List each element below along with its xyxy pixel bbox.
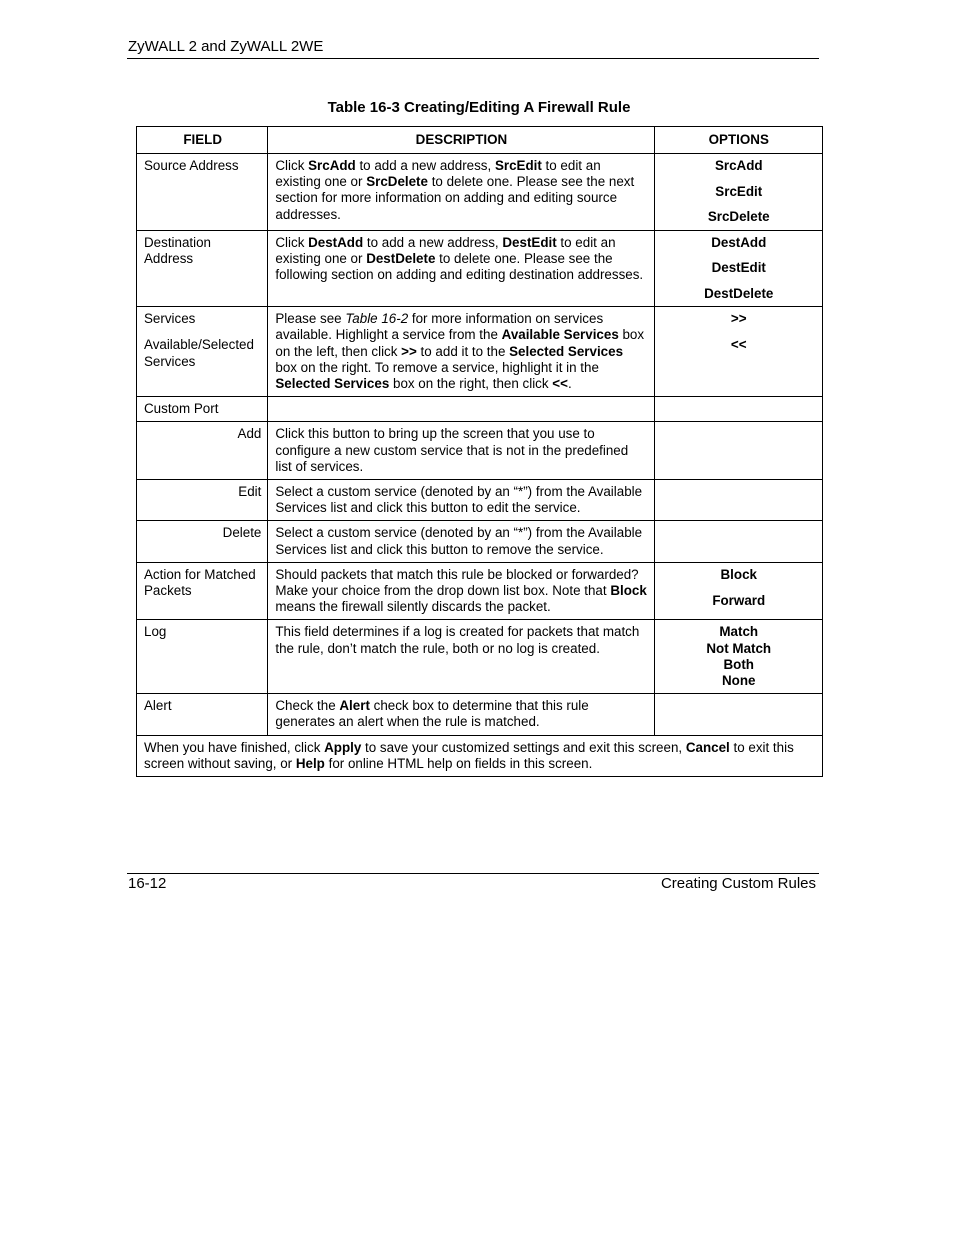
option-value: None	[722, 673, 756, 689]
table-row	[137, 620, 823, 694]
options-cell	[654, 694, 823, 735]
text-run: to add a new address,	[355, 158, 495, 173]
field-cell	[137, 694, 268, 735]
text-run: Available Services	[501, 327, 619, 343]
table-footnote	[137, 735, 823, 776]
text-run: When you have finished, click	[144, 739, 325, 755]
text-run: DestDelete	[366, 250, 436, 266]
text-run: check box to determine that this rule generates an alert when the rule is matched.	[275, 698, 589, 730]
options-cell	[654, 480, 823, 521]
page-number: 16-12	[128, 875, 167, 892]
options-cell	[654, 521, 823, 562]
field-label: Destination Address	[144, 234, 211, 266]
text-run: Table 16-2	[345, 311, 409, 327]
option-value: DestEdit	[711, 260, 766, 276]
field-cell	[137, 480, 268, 521]
text-run: Click	[275, 158, 309, 173]
option-value: <<	[730, 336, 747, 352]
text-run: to delete one. Please see the following section on adding and editing destination addresses.	[275, 250, 644, 283]
text-run: DestAdd	[308, 234, 364, 250]
field-label: Add	[237, 426, 262, 442]
text-run: Check the	[275, 698, 340, 714]
table-header-row	[137, 127, 823, 154]
text-run: to edit an existing one or	[275, 234, 616, 266]
text-run: Select a custom service (denoted by an “*”) from the Available Services list and click this button to remove the service.	[275, 525, 643, 557]
firewall-rule-table	[136, 126, 823, 777]
text-run: to save your customized settings and exit this screen,	[361, 739, 686, 755]
options-cell	[654, 397, 823, 422]
field-label: Services	[144, 311, 196, 327]
option-value: SrcDelete	[707, 209, 770, 225]
description-cell	[268, 422, 654, 480]
options-cell	[654, 154, 823, 231]
table-row	[137, 230, 823, 307]
table-row	[137, 562, 823, 620]
text-run: >>	[401, 343, 417, 359]
options-cell	[654, 230, 823, 307]
options-cell	[654, 620, 823, 694]
description-cell	[268, 230, 654, 307]
option-value: Match	[719, 624, 759, 640]
field-label: Action for Matched Packets	[144, 566, 256, 599]
text-run: Help	[295, 755, 325, 771]
footer-divider	[127, 873, 819, 874]
header-divider	[127, 58, 819, 59]
description-cell	[268, 562, 654, 620]
text-run: to add a new address,	[363, 234, 503, 250]
text-run: means the firewall silently discards the packet.	[275, 599, 551, 615]
description-cell	[268, 480, 654, 521]
field-cell	[137, 521, 268, 562]
text-run: Selected Services	[275, 376, 390, 392]
field-label: Available/Selected Services	[144, 337, 254, 369]
table-row	[137, 422, 823, 480]
table-footnote-row	[137, 735, 823, 776]
options-cell	[654, 562, 823, 620]
running-header: ZyWALL 2 and ZyWALL 2WE	[128, 38, 324, 55]
field-label: Source Address	[144, 158, 239, 173]
text-run: SrcDelete	[366, 174, 428, 190]
text-run: Alert	[339, 698, 370, 714]
column-header-description: DESCRIPTION	[268, 127, 654, 154]
table-row	[137, 154, 823, 231]
table-row	[137, 521, 823, 562]
text-run: to exit this screen without saving, or	[144, 739, 794, 771]
text-run: Block	[610, 583, 647, 599]
field-cell	[137, 154, 268, 231]
text-run: for more information on services available. Highlight a service from the	[275, 311, 604, 343]
text-run: to delete one. Please see the next section for more information on adding and editing source addresses.	[275, 174, 635, 222]
text-run: to add it to the	[416, 343, 510, 359]
text-run: DestEdit	[502, 234, 557, 250]
field-cell	[137, 397, 268, 422]
description-cell	[268, 307, 654, 397]
option-value: Both	[723, 656, 754, 672]
text-run: to edit an existing one or	[275, 158, 601, 190]
option-value: SrcEdit	[715, 183, 763, 199]
options-cell	[654, 422, 823, 480]
field-cell	[137, 620, 268, 694]
text-run: for online HTML help on fields in this screen.	[324, 755, 593, 771]
text-run: SrcAdd	[308, 158, 356, 173]
description-cell	[268, 397, 654, 422]
option-value: SrcAdd	[714, 158, 763, 173]
description-cell	[268, 694, 654, 735]
field-label: Custom Port	[144, 401, 219, 417]
text-run: .	[567, 376, 572, 392]
field-label: Alert	[144, 698, 172, 714]
field-cell	[137, 230, 268, 307]
options-cell	[654, 307, 823, 397]
option-value: DestDelete	[704, 286, 774, 302]
description-cell	[268, 521, 654, 562]
field-label: Edit	[238, 484, 262, 500]
field-cell	[137, 422, 268, 480]
table-row	[137, 397, 823, 422]
table-caption: Table 16-3 Creating/Editing A Firewall Rule	[327, 99, 631, 116]
option-value: DestAdd	[711, 234, 767, 250]
option-value: Forward	[712, 592, 766, 608]
text-run: box on the left, then click	[275, 327, 645, 359]
table-row	[137, 694, 823, 735]
section-title: Creating Custom Rules	[660, 875, 816, 892]
text-run: Should packets that match this rule be blocked or forwarded? Make your choice from the drop down list box. Note that	[275, 566, 639, 599]
field-label: Delete	[222, 525, 262, 541]
field-cell	[137, 307, 268, 397]
table-row	[137, 307, 823, 397]
option-value: Not Match	[706, 640, 772, 656]
text-run: Click this button to bring up the screen that you use to configure a new custom service that is not in the predefined list of services.	[275, 426, 629, 474]
field-label: Log	[144, 624, 167, 640]
text-run: SrcEdit	[494, 158, 542, 173]
description-cell	[268, 620, 654, 694]
field-cell	[137, 562, 268, 620]
text-run: Select a custom service (denoted by an “*”) from the Available Services list and click this button to edit the service.	[275, 484, 643, 516]
column-header-options: OPTIONS	[654, 127, 823, 154]
text-run: box on the right. To remove a service, highlight it in the	[275, 359, 599, 375]
text-run: Click	[275, 234, 309, 250]
table-row	[137, 480, 823, 521]
text-run: This field determines if a log is created for packets that match the rule, don’t match the rule, both or no log is created.	[275, 624, 640, 656]
description-cell	[268, 154, 654, 231]
text-run: Apply	[324, 739, 362, 755]
text-run: <<	[552, 376, 568, 392]
option-value: Block	[720, 566, 757, 582]
text-run: box on the right, then click	[389, 376, 553, 392]
text-run: Please see	[275, 311, 346, 327]
column-header-field: FIELD	[137, 127, 268, 154]
text-run: Selected Services	[509, 343, 624, 359]
option-value: >>	[730, 311, 747, 327]
text-run: Cancel	[685, 739, 730, 755]
